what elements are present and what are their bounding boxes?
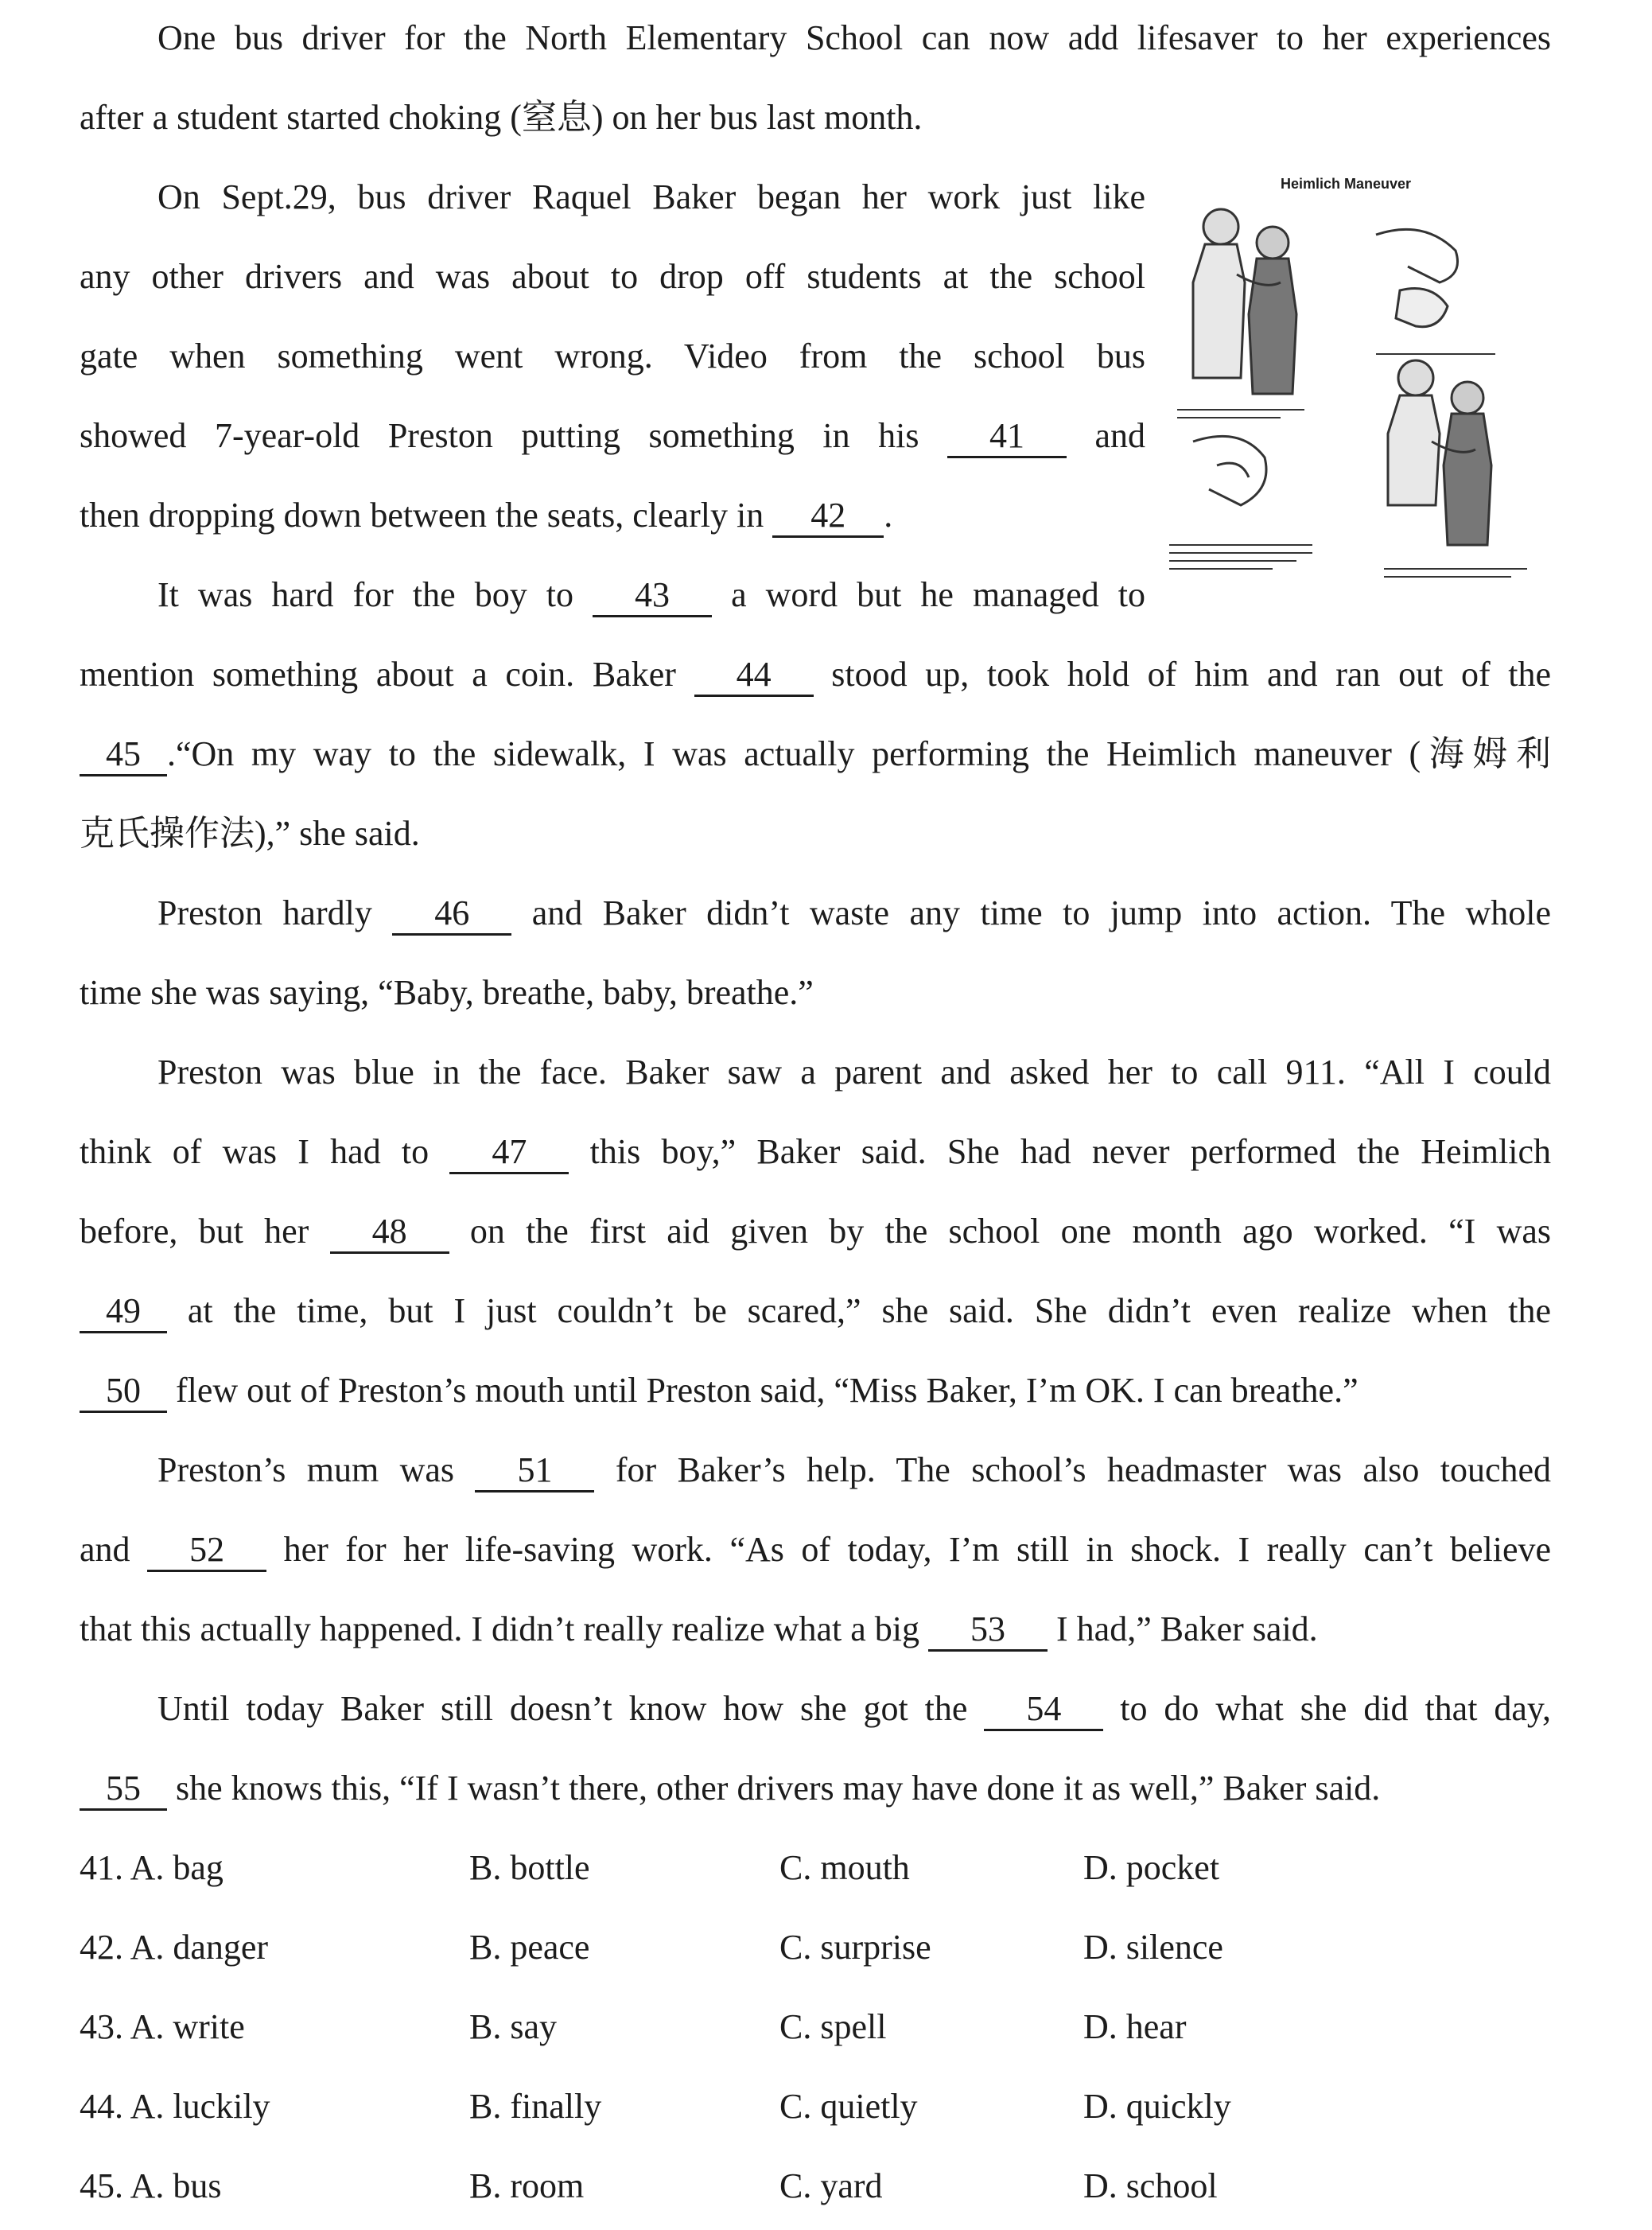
blank-52[interactable]: 52 (147, 1531, 266, 1572)
passage-line (80, 1287, 1551, 1335)
option-c[interactable]: C. spell (779, 2007, 887, 2046)
passage-text: mention something about a coin. Baker (80, 655, 676, 694)
passage-line (80, 1526, 1551, 1574)
option-c[interactable]: C. mouth (779, 1848, 910, 1887)
blank-48[interactable]: 48 (330, 1213, 449, 1254)
passage-text: she knows this, “If I wasn’t there, other drivers may have done it as well,” Baker said. (176, 1769, 1381, 1808)
passage-text: flew out of Preston’s mouth until Preston said, “Miss Baker, I’m OK. I can breathe.” (176, 1371, 1359, 1410)
thrust-hands-icon (1169, 436, 1312, 569)
passage-line (157, 1446, 1551, 1494)
passage-line (80, 412, 1145, 460)
blank-50[interactable]: 50 (80, 1372, 167, 1413)
heimlich-figure (1161, 171, 1535, 601)
option-c[interactable]: C. yard (779, 2166, 883, 2205)
passage-text: a word but he managed to (731, 575, 1146, 614)
passage-text: Preston hardly (157, 893, 372, 932)
blank-53[interactable]: 53 (928, 1611, 1048, 1652)
passage-text: Until today Baker still doesn’t know how she got the (157, 1689, 968, 1728)
option-b[interactable]: B. say (469, 2007, 557, 2046)
passage-text: stood up, took hold of him and ran out of the (831, 655, 1552, 694)
passage-line (80, 1128, 1551, 1176)
option-c[interactable]: C. surprise (779, 1928, 931, 1967)
option-d[interactable]: D. silence (1083, 1928, 1223, 1967)
passage-line (157, 1685, 1551, 1733)
passage-text: her for her life-saving work. “As of today, I’m still in shock. I really can’t believe (283, 1530, 1552, 1569)
passage-text: at the time, but I just couldn’t be scared,” she said. She didn’t even realize when the (187, 1291, 1551, 1330)
passage-text: and Baker didn’t waste any time to jump into action. The whole (531, 893, 1552, 932)
passage-text: before, but her (80, 1212, 309, 1251)
passage-line: any other drivers and was about to drop off students at the school (80, 257, 1145, 296)
option-b[interactable]: B. room (469, 2166, 585, 2205)
passage-line: time she was saying, “Baby, breathe, baby, breathe.” (80, 973, 814, 1012)
passage-line (80, 730, 1551, 778)
passage-text: Preston’s mum was (157, 1450, 455, 1489)
passage-text: I had,” Baker said. (1056, 1609, 1318, 1648)
passage-text: .“On my way to the sidewalk, I was actually performing the Heimlich maneuver (海姆利 (167, 734, 1551, 773)
blank-54[interactable]: 54 (984, 1691, 1103, 1731)
passage-text: and (80, 1530, 130, 1569)
passage-line (80, 492, 892, 539)
option-b[interactable]: B. peace (469, 1928, 590, 1967)
passage-text: that this actually happened. I didn’t really realize what a big (80, 1609, 920, 1648)
passage-line: One bus driver for the North Elementary School can now add lifesaver to her experiences (157, 18, 1551, 57)
blank-47[interactable]: 47 (449, 1134, 569, 1174)
passage-text: on the first aid given by the school one month ago worked. “I was (469, 1212, 1552, 1251)
blank-51[interactable]: 51 (475, 1452, 594, 1493)
heimlich-step4-icon (1384, 360, 1527, 577)
blank-55[interactable]: 55 (80, 1770, 167, 1811)
passage-line (80, 1367, 1359, 1415)
passage-line (80, 1208, 1551, 1255)
passage-text: for Baker’s help. The school’s headmaster was also touched (615, 1450, 1552, 1489)
passage-line (80, 1605, 1318, 1653)
passage-line: gate when something went wrong. Video from the school bus (80, 337, 1145, 376)
option-a[interactable]: 42. A. danger (80, 1928, 269, 1967)
figure-title: Heimlich Maneuver (1281, 176, 1412, 192)
option-b[interactable]: B. bottle (469, 1848, 590, 1887)
option-a[interactable]: 41. A. bag (80, 1848, 224, 1887)
passage-line: after a student started choking (窒息) on her bus last month. (80, 98, 923, 137)
option-a[interactable]: 43. A. write (80, 2007, 245, 2046)
passage-text: and (1094, 416, 1146, 455)
passage-line: Preston was blue in the face. Baker saw a parent and asked her to call 911. “All I could (157, 1053, 1551, 1092)
fist-icon (1376, 229, 1495, 354)
option-a[interactable]: 44. A. luckily (80, 2087, 270, 2126)
option-d[interactable]: D. pocket (1083, 1848, 1220, 1887)
option-d[interactable]: D. school (1083, 2166, 1218, 2205)
heimlich-step1-icon (1177, 209, 1304, 418)
option-c[interactable]: C. quietly (779, 2087, 918, 2126)
passage-line (157, 571, 1145, 619)
option-d[interactable]: D. hear (1083, 2007, 1187, 2046)
passage-text: then dropping down between the seats, clearly in (80, 496, 764, 535)
passage-text: It was hard for the boy to (157, 575, 573, 614)
option-d[interactable]: D. quickly (1083, 2087, 1231, 2126)
blank-41[interactable]: 41 (947, 418, 1067, 458)
passage-text: this boy,” Baker said. She had never performed the Heimlich (589, 1132, 1551, 1171)
passage-line (157, 889, 1551, 937)
passage-text: . (884, 496, 893, 535)
blank-45[interactable]: 45 (80, 736, 167, 776)
option-b[interactable]: B. finally (469, 2087, 602, 2126)
option-a[interactable]: 45. A. bus (80, 2166, 222, 2205)
blank-43[interactable]: 43 (593, 577, 712, 617)
passage-line: 克氏操作法),” she said. (80, 814, 420, 853)
blank-44[interactable]: 44 (694, 656, 814, 697)
passage-line: On Sept.29, bus driver Raquel Baker began her work just like (157, 177, 1145, 216)
passage-text: showed 7-year-old Preston putting something in his (80, 416, 919, 455)
passage-line (80, 1765, 1380, 1812)
blank-46[interactable]: 46 (392, 895, 511, 936)
passage-text: to do what she did that day, (1120, 1689, 1552, 1728)
heimlich-illustration (1161, 171, 1535, 601)
blank-49[interactable]: 49 (80, 1293, 167, 1333)
passage-line (80, 651, 1551, 699)
passage-text: think of was I had to (80, 1132, 430, 1171)
blank-42[interactable]: 42 (772, 497, 884, 538)
